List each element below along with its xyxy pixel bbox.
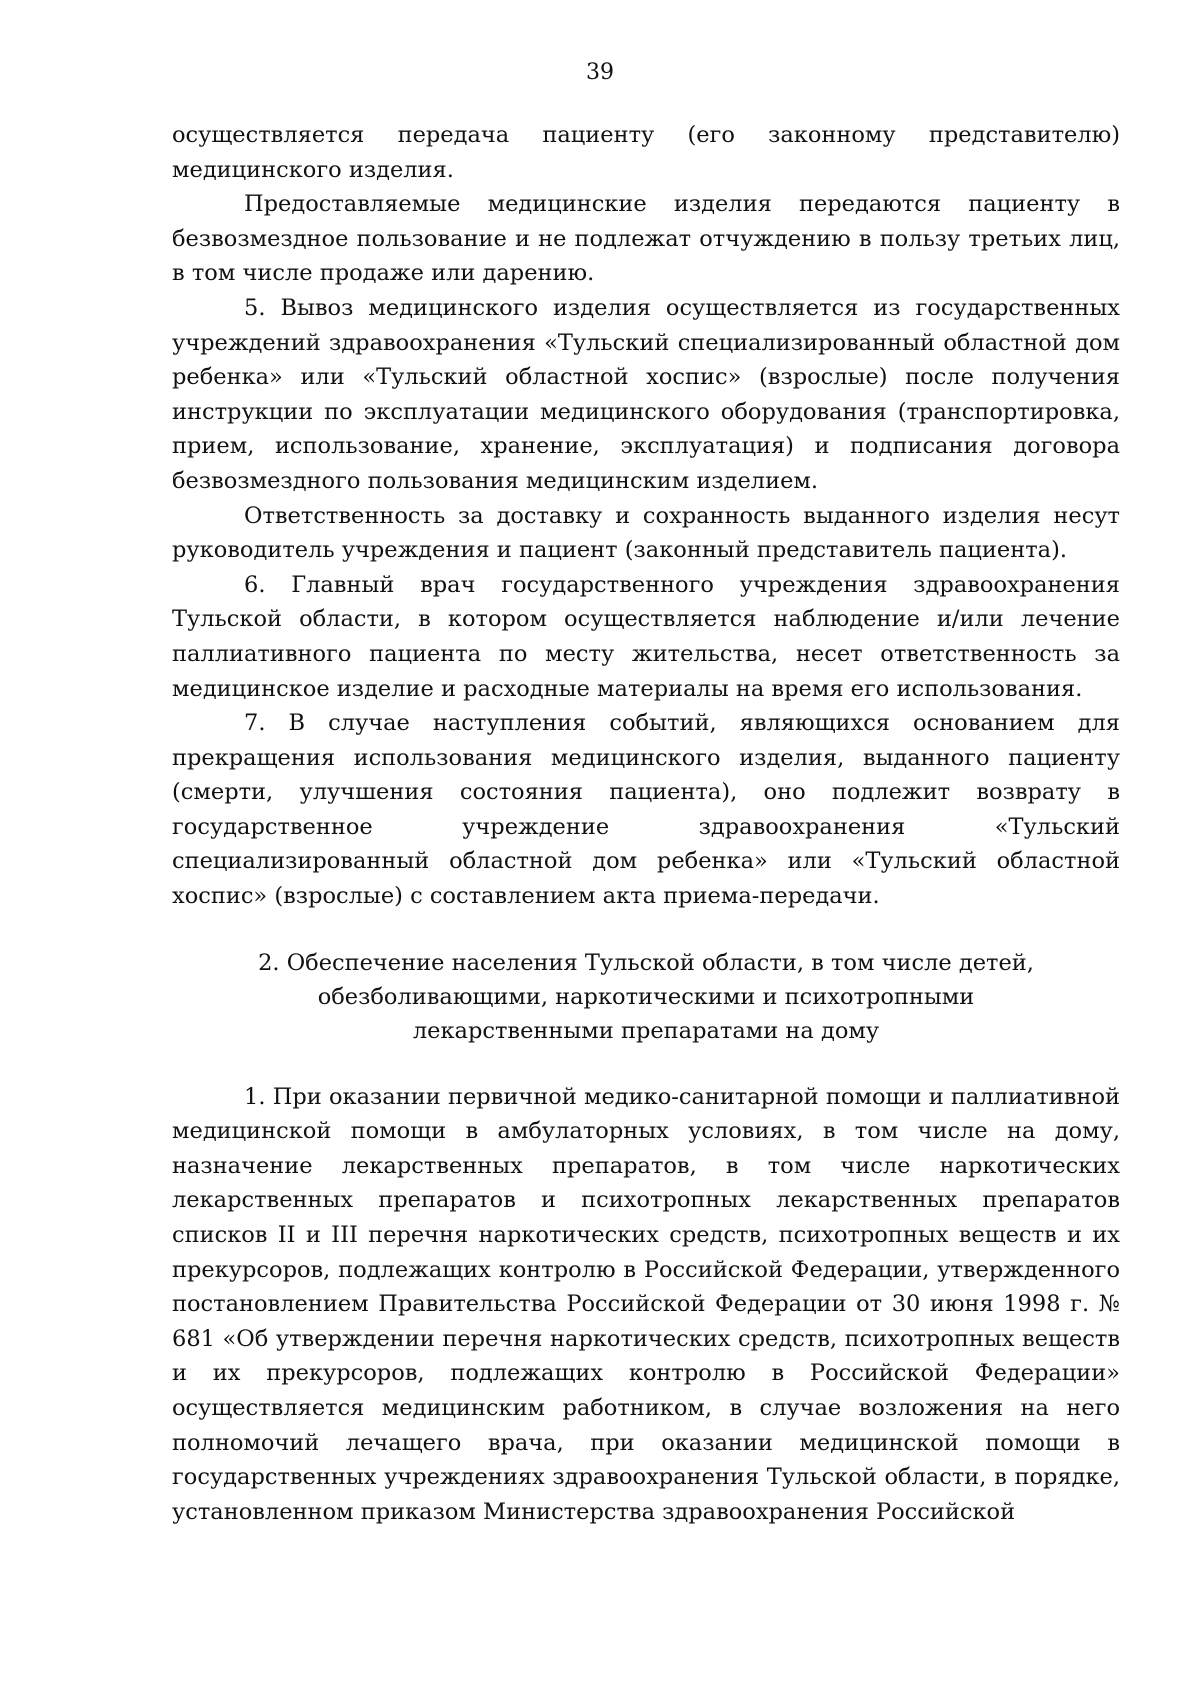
paragraph-section2-item-1: 1. При оказании первичной медико-санитарной помощи и паллиативной медицинской помощи в амбулаторных условиях, в том числе на дому, назначение лекарственных препаратов, в том числе наркотических лекарственных препаратов и психотропных лекарственных препаратов списков II и III перечня наркотических средств, психотропных веществ и их прекурсоров, подлежащих контролю в Российской Федерации, утвержденного постановлением Правительства Российской Федерации от 30 июня 1998 г. № 681 «Об утверждении перечня наркотических средств, психотропных веществ и их прекурсоров, подлежащих контролю в Российской Федерации» осуществляется медицинским работником, в случае возложения на него полномочий лечащего врача, при оказании медицинской помощи в государственных учреждениях здравоохранения Тульской области, в порядке, установленном приказом Министерства здравоохранения Российской [172, 1083, 1120, 1525]
document-body [172, 118, 1120, 1529]
paragraph-item-7: 7. В случае наступления событий, являющихся основанием для прекращения использования медицинского изделия, выданного пациенту (смерти, улучшения состояния пациента), оно подлежит возврату в государственное учреждение здравоохранения «Тульский специализированный областной дом ребенка» или «Тульский областной хоспис» (взрослые) с составлением акта приема-передачи. [172, 710, 1120, 910]
section-heading-line-1: 2. Обеспечение населения Тульской области, в том числе детей, [258, 949, 1034, 976]
paragraph-item-5: 5. Вывоз медицинского изделия осуществляется из государственных учреждений здравоохранения «Тульский специализированный областной дом ребенка» или «Тульский областной хоспис» (взрослые) после получения инструкции по эксплуатации медицинского оборудования (транспортировка, прием, использование, хранение, эксплуатация) и подписания договора безвозмездного пользования медицинским изделием. [172, 294, 1120, 494]
section-heading-line-3: лекарственными препаратами на дому [412, 1017, 880, 1044]
paragraph-item-6: 6. Главный врач государственного учреждения здравоохранения Тульской области, в котором осуществляется наблюдение и/или лечение паллиативного пациента по месту жительства, несет ответственность за медицинское изделие и расходные материалы на время его использования. [172, 571, 1120, 702]
section-heading-line-2: обезболивающими, наркотическими и психотропными [317, 983, 975, 1010]
page-number: 39 [586, 60, 614, 85]
paragraph-responsibility: Ответственность за доставку и сохранность выданного изделия несут руководитель учреждения и пациент (законный представитель пациента). [172, 502, 1120, 564]
paragraph-continuation: осуществляется передача пациенту (его законному представителю) медицинского изделия. [172, 122, 1120, 183]
paragraph-free-use: Предоставляемые медицинские изделия передаются пациенту в безвозмездное пользование и не подлежат отчуждению в пользу третьих лиц, в том числе продаже или дарению. [172, 191, 1120, 287]
section-heading [172, 946, 1120, 1048]
